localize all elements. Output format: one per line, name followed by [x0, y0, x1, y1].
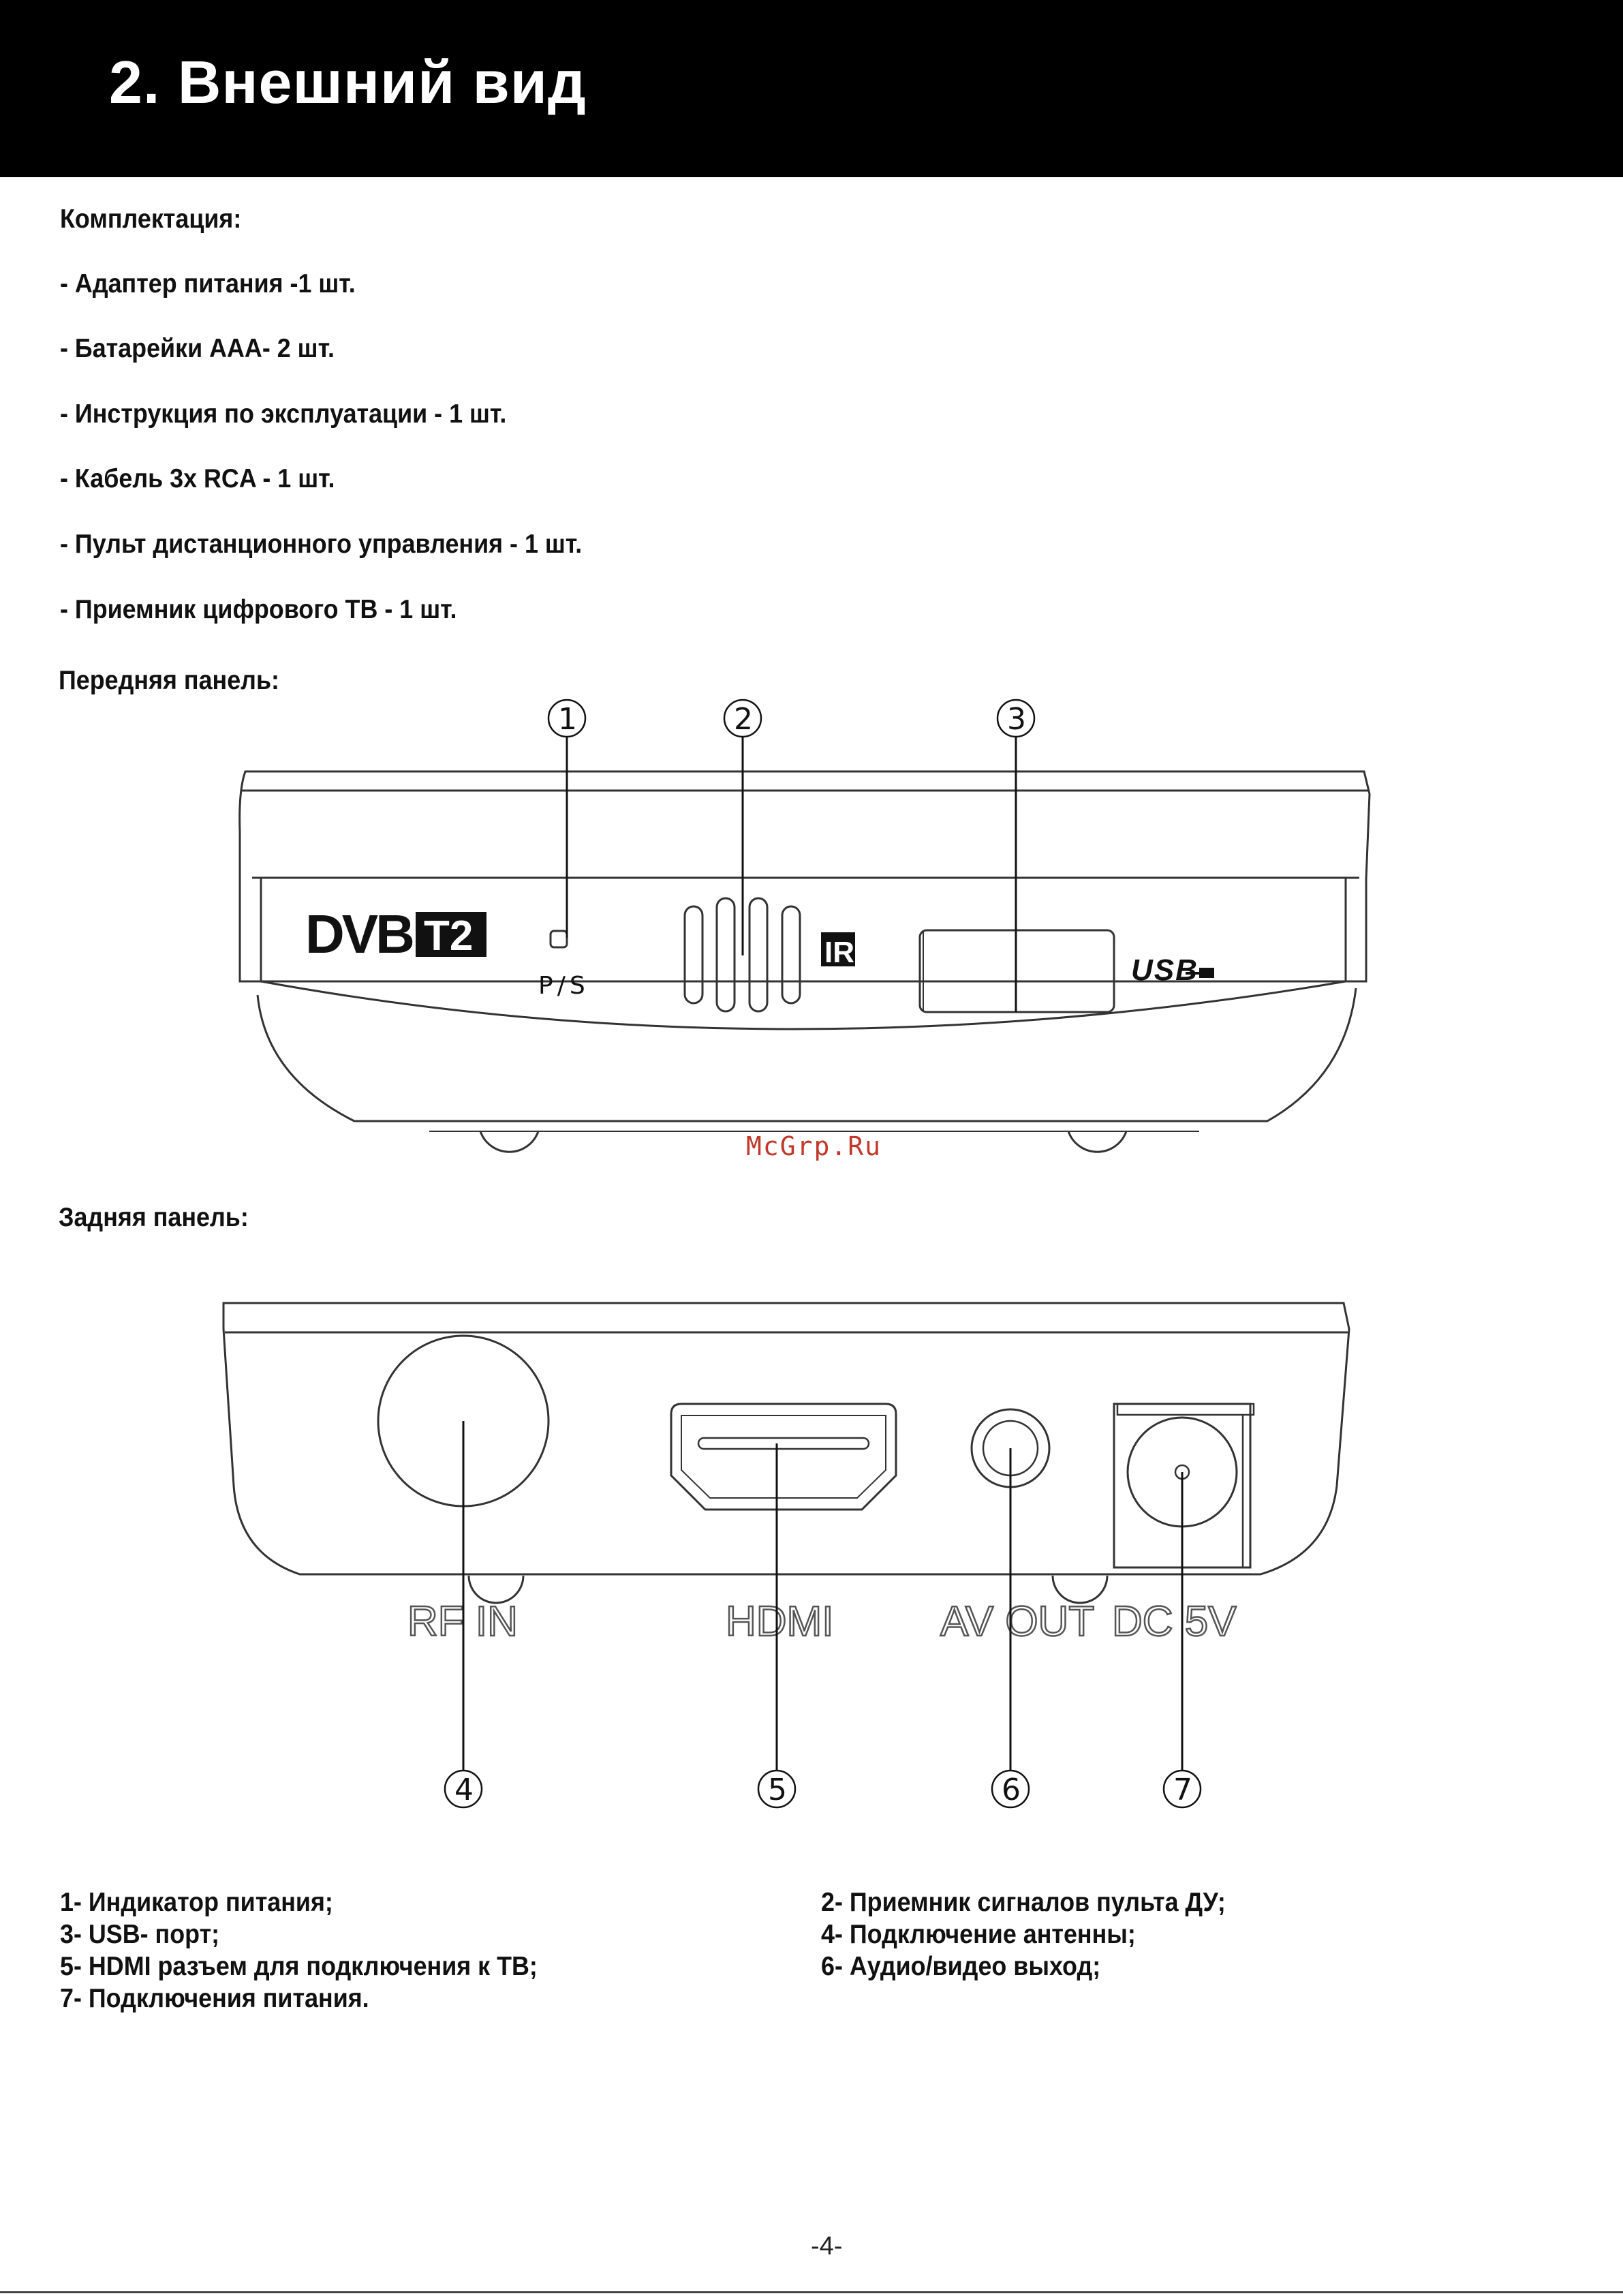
- callout-5-number: 5: [768, 1773, 787, 1807]
- dvb-t2-logo: [305, 904, 486, 964]
- legend-item: 7- Подключения питания.: [60, 1984, 369, 2013]
- dvb-logo-text: DVB: [305, 904, 412, 964]
- contents-heading: Комплектация:: [60, 204, 242, 234]
- callout-3-number: 3: [1007, 702, 1026, 737]
- power-indicator-led: [551, 931, 567, 947]
- callout-1: [548, 700, 585, 938]
- callout-2-number: 2: [734, 702, 753, 737]
- front-panel-heading: Передняя панель:: [59, 666, 279, 695]
- legend-item: 6- Аудио/видео выход;: [821, 1952, 1101, 1981]
- usb-icon-label: USB: [1131, 953, 1199, 987]
- callout-6-number: 6: [1002, 1773, 1021, 1807]
- front-body-bottom: [258, 988, 1356, 1121]
- legend-item: 2- Приемник сигналов пульта ДУ;: [821, 1888, 1226, 1917]
- page-title: 2. Внешний вид: [109, 48, 587, 116]
- contents-item: - Батарейки ААА- 2 шт.: [60, 334, 335, 363]
- watermark: McGrp.Ru: [746, 1131, 882, 1161]
- callout-1-number: 1: [558, 702, 577, 737]
- hdmi-label: HDMI: [726, 1598, 834, 1645]
- contents-item: - Кабель 3х RCA - 1 шт.: [60, 464, 335, 493]
- legend-item: 5- HDMI разъем для подключения к ТВ;: [60, 1952, 538, 1981]
- bottom-rule: [0, 2291, 1623, 2293]
- header-bar: [0, 0, 1623, 177]
- callout-2: [724, 700, 761, 955]
- av-out-label: AV OUT: [940, 1598, 1095, 1645]
- hdmi-port-tongue: [698, 1438, 869, 1449]
- ir-icon: [821, 932, 855, 969]
- legend-item: 3- USB- порт;: [60, 1920, 220, 1949]
- front-foot-left: [480, 1131, 538, 1152]
- t2-logo-text: T2: [424, 913, 474, 960]
- legend-item: 1- Индикатор питания;: [60, 1888, 333, 1917]
- page-number: -4-: [811, 2232, 843, 2261]
- rear-panel-diagram: [0, 1281, 1623, 1826]
- dc-5v-port-top: [1117, 1404, 1254, 1415]
- dc-5v-label: DC 5V: [1112, 1598, 1237, 1645]
- power-indicator-label: P/S: [538, 972, 589, 1000]
- contents-item: - Адаптер питания -1 шт.: [60, 269, 356, 299]
- front-panel-curve: [261, 981, 1346, 1029]
- ir-icon-label: IR: [824, 936, 854, 969]
- contents-item: - Приемник цифрового ТВ - 1 шт.: [60, 595, 457, 624]
- front-foot-right: [1068, 1131, 1126, 1152]
- hdmi-port-inner: [681, 1415, 886, 1498]
- rf-in-label: RF IN: [407, 1598, 518, 1645]
- contents-item: - Пульт дистанционного управления - 1 шт.: [60, 530, 583, 559]
- legend-item: 4- Подключение антенны;: [821, 1920, 1136, 1949]
- front-panel-diagram: [0, 695, 1623, 1172]
- callout-7-number: 7: [1173, 1773, 1192, 1807]
- callout-4-number: 4: [454, 1773, 474, 1807]
- callout-3: [998, 700, 1034, 1012]
- contents-item: - Инструкция по эксплуатации - 1 шт.: [60, 399, 507, 429]
- rear-panel-heading: Задняя панель:: [59, 1203, 249, 1232]
